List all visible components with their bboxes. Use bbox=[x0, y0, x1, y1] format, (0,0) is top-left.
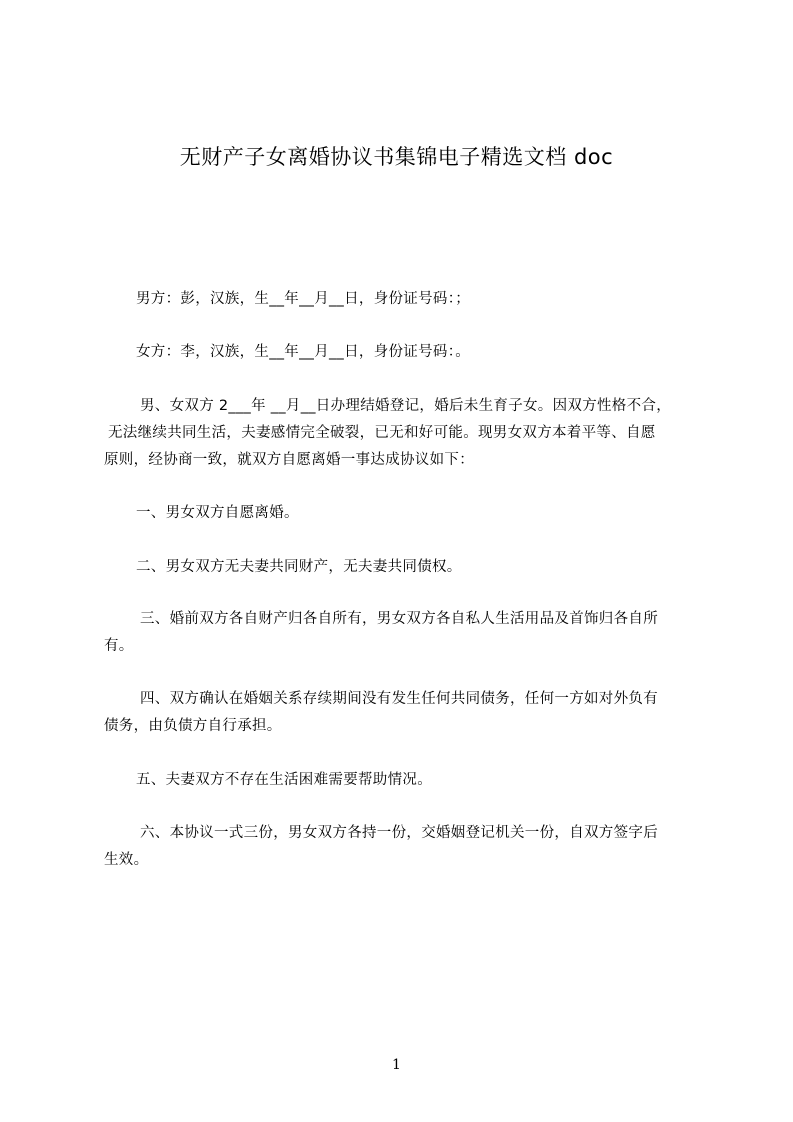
paragraph-line: 男、女双方 2___年 __月__日办理结婚登记，婚后未生育子女。因双方性格不合， bbox=[140, 398, 671, 414]
paragraph-line: 三、婚前双方各自财产归各自所有，男女双方各自私人生活用品及首饰归各自所 bbox=[140, 611, 658, 627]
paragraph-line: 有。 bbox=[104, 638, 134, 654]
document-title: 无财产子女离婚协议书集锦电子精选文档 doc bbox=[179, 145, 614, 169]
paragraph-line: 生效。 bbox=[104, 852, 149, 868]
clause-2 bbox=[104, 554, 704, 581]
paragraph-female-party bbox=[104, 339, 704, 366]
paragraph-line: 二、男女双方无夫妻共同财产，无夫妻共同债权。 bbox=[136, 559, 462, 575]
paragraph-line: 四、双方确认在婚姻关系存续期间没有发生任何共同债务，任何一方如对外负有 bbox=[140, 691, 658, 707]
paragraph-line: 债务，由负债方自行承担。 bbox=[104, 718, 282, 734]
paragraph-line: 一、男女双方自愿离婚。 bbox=[136, 505, 299, 521]
paragraph-background bbox=[104, 393, 704, 474]
paragraph-line: 五、夫妻双方不存在生活困难需要帮助情况。 bbox=[136, 772, 432, 788]
paragraph-line: 女方：李，汉族，生__年__月__日，身份证号码：。 bbox=[136, 344, 471, 360]
paragraph-male-party bbox=[104, 286, 704, 313]
clause-1 bbox=[104, 500, 704, 527]
paragraph-line: 无法继续共同生活，夫妻感情完全破裂，已无和好可能。现男女双方本着平等、自愿 bbox=[108, 425, 656, 441]
clause-4 bbox=[104, 686, 704, 740]
page-number: 1 bbox=[392, 1057, 401, 1073]
paragraph-line: 原则，经协商一致，就双方自愿离婚一事达成协议如下： bbox=[104, 452, 474, 468]
clause-6 bbox=[104, 820, 704, 874]
clause-5 bbox=[104, 767, 704, 794]
paragraph-line: 男方：彭，汉族，生__年__月__日，身份证号码：； bbox=[136, 291, 471, 307]
clause-3 bbox=[104, 606, 704, 660]
paragraph-line: 六、本协议一式三份，男女双方各持一份，交婚姻登记机关一份，自双方签字后 bbox=[140, 825, 658, 841]
